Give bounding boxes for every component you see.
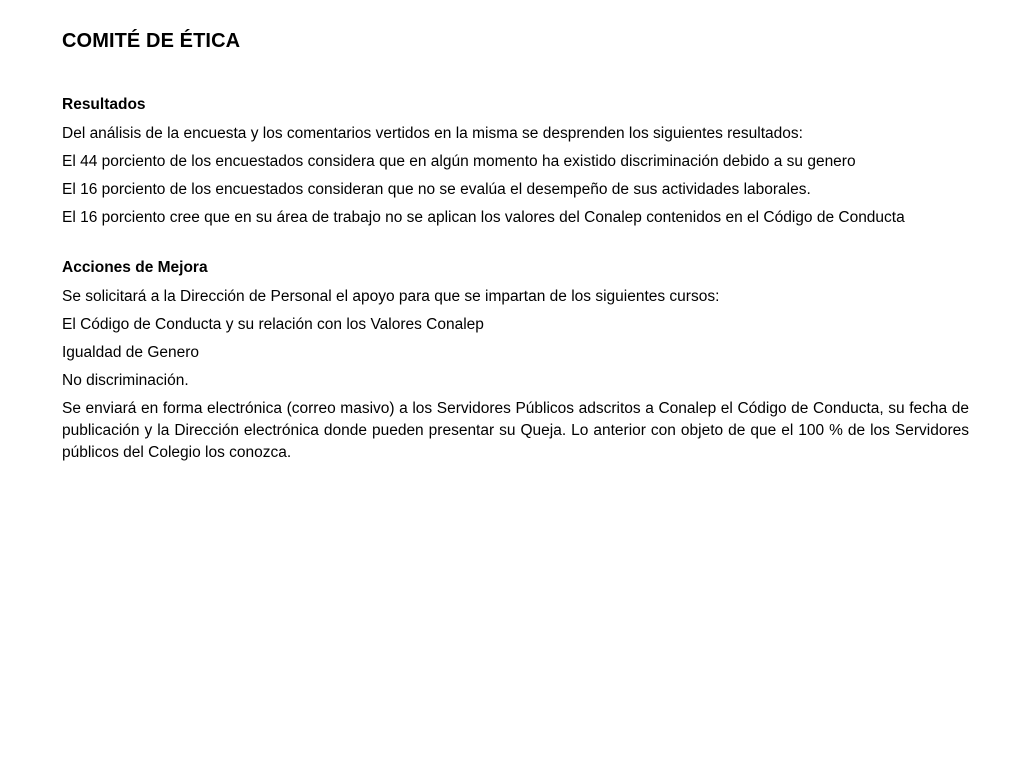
resultados-paragraph: El 44 porciento de los encuestados considera que en algún momento ha existido discriminación debido a su genero	[62, 153, 856, 170]
acciones-paragraph: No discriminación.	[62, 372, 189, 389]
page-title: COMITÉ DE ÉTICA	[62, 30, 241, 52]
resultados-paragraph: El 16 porciento de los encuestados consideran que no se evalúa el desempeño de sus actividades laborales.	[62, 181, 811, 198]
resultados-paragraph: Del análisis de la encuesta y los comentarios vertidos en la misma se desprenden los siguientes resultados:	[62, 125, 803, 142]
resultados-section	[62, 94, 969, 229]
section-spacer	[62, 235, 969, 257]
acciones-paragraph: Igualdad de Genero	[62, 344, 200, 361]
acciones-paragraph: Se enviará en forma electrónica (correo masivo) a los Servidores Públicos adscritos a Conalep el Código de Conducta, su fecha de publicación y la Dirección electrónica donde pueden presentar su Queja. Lo anterior con objeto de que el 100 % de los Servidores públicos del Colegio los conozca.	[62, 400, 969, 461]
resultados-paragraph: El 16 porciento cree que en su área de trabajo no se aplican los valores del Conalep contenidos en el Código de Conducta	[62, 209, 905, 226]
slide-content	[62, 30, 969, 470]
acciones-paragraph: El Código de Conducta y su relación con los Valores Conalep	[62, 316, 484, 333]
acciones-heading: Acciones de Mejora	[62, 259, 208, 276]
acciones-section	[62, 257, 969, 464]
resultados-heading: Resultados	[62, 96, 146, 113]
acciones-paragraph: Se solicitará a la Dirección de Personal el apoyo para que se impartan de los siguientes cursos:	[62, 288, 720, 305]
